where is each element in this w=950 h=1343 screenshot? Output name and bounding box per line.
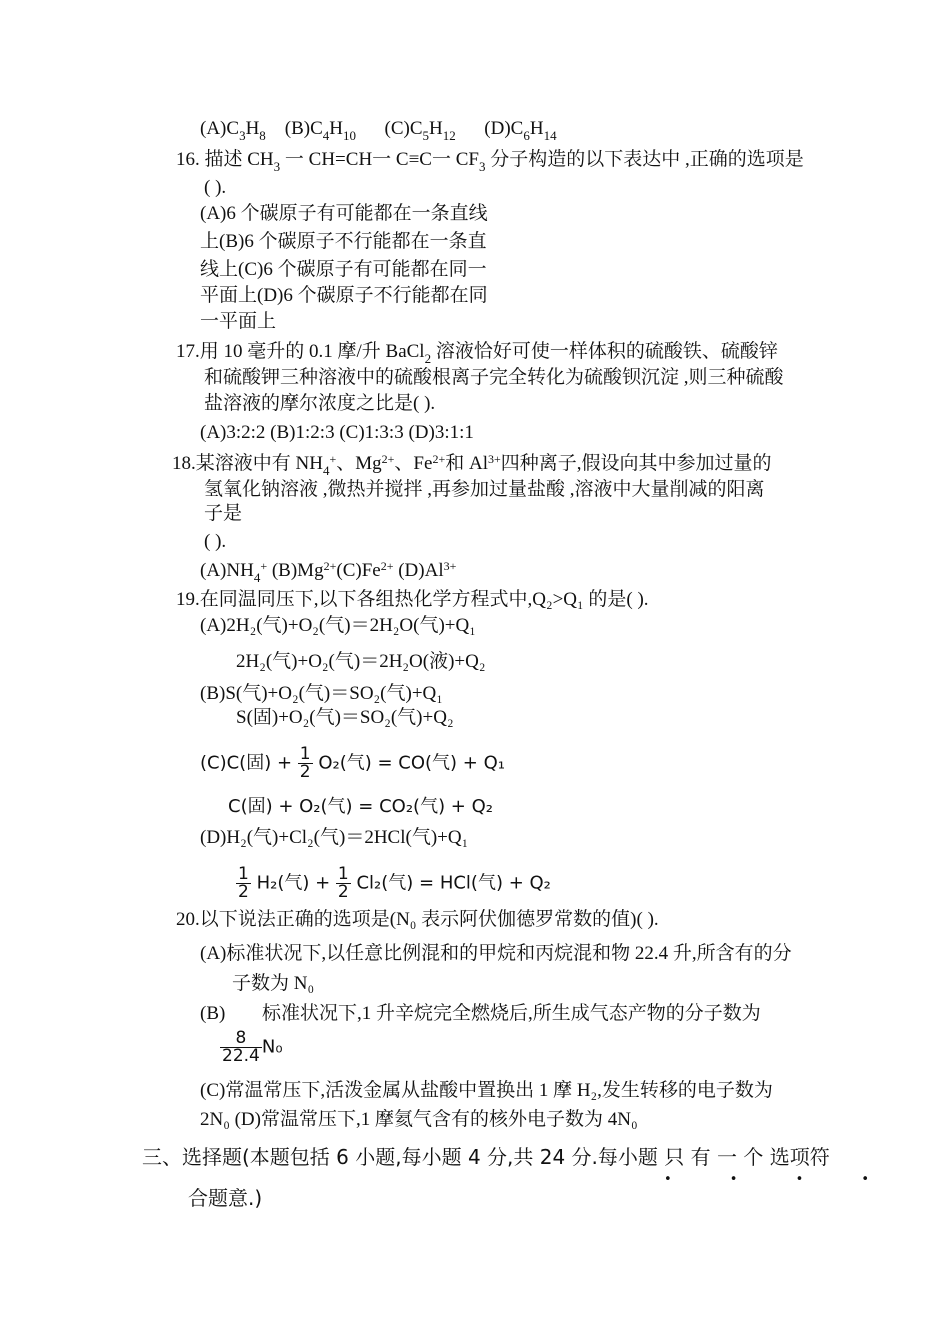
q16-option-line: 上(B)6 个碳原子不行能都在一条直 [200, 231, 487, 252]
q18-options: $(A)NH_4^+$ $(B)Mg^{2+}(C)Fe^{2+}$ $(D)Al^{3+}$ [200, 559, 457, 585]
q20-option-b-fraction: $\frac{8}{22.4}$ N₀ [222, 1028, 283, 1066]
q17-stem: 17.用 10 毫升的 0.1 摩/升 BaCl$_2$ 溶液恰好可使一样体积的硫酸铁、硫酸锌 [176, 341, 778, 366]
section-3-heading-line2: 合题意.) [188, 1186, 263, 1210]
q20-stem: 20.以下说法正确的选项是(N₀ 表示阿伏伽德罗常数的值)( ). [176, 909, 659, 930]
q18-blank: ( ). [204, 531, 227, 552]
q19-option-b2: S(固)+O₂(气)＝SO₂(气)+Q₂ [236, 707, 454, 728]
q19-option-d2: $\frac{1}{2}$ H₂(气) + $\frac{1}{2}$ Cl₂(气) = HCl(气) + Q₂ [238, 864, 551, 902]
section-3-heading: 三、选择题(本题包括 6 小题,每小题 4 分,共 24 分.每小题 只 有 一 个 选项符 [142, 1145, 830, 1169]
q18-stem: 18.某溶液中有 $NH_4^+$、$Mg^{2+}$、$Fe^{2+}$和 $Al^{3+}$四种离子,假设向其中参加过量的 [172, 452, 772, 478]
q17-stem-line2: 和硫酸钾三种溶液中的硫酸根离子完全转化为硫酸钡沉淀 ,则三种硫酸 [204, 367, 784, 388]
q19-option-c1: (C)C(固) + $\frac{1}{2}$ O₂(气) = CO(气) + Q₁ [200, 744, 505, 782]
q18-stem-line3: 子是 [204, 503, 243, 524]
q17-stem-line3: 盐溶液的摩尔浓度之比是( ). [204, 393, 436, 414]
q19-option-a2: 2H₂(气)+O₂(气)＝2H₂O(液)+Q₂ [236, 651, 486, 672]
q16-option-line: 平面上(D)6 个碳原子不行能都在同 [200, 285, 488, 306]
q17-options: (A)3:2:2 (B)1:2:3 (C)1:3:3 (D)3:1:1 [200, 422, 474, 443]
q16-option-line: 一平面上 [200, 311, 277, 332]
q16-option-line: (A)6 个碳原子有可能都在一条直线 [200, 203, 488, 224]
q19-stem: 19.在同温同压下,以下各组热化学方程式中,Q₂>Q₁ 的是( ). [176, 589, 649, 610]
q15-options: $(A)C_3H_8$ $(B)C_4H_{10}$ $(C)C_5H_{12}$ $(D)C_6H_{14}$ [200, 118, 557, 143]
q20-option-c-line1: (C)常温常压下,活泼金属从盐酸中置换出 1 摩 H₂,发生转移的电子数为 [200, 1080, 773, 1101]
q19-option-d1: (D)H₂(气)+Cl₂(气)＝2HCl(气)+Q₁ [200, 827, 469, 848]
q19-option-a1: (A)2H₂(气)+O₂(气)＝2H₂O(气)+Q₁ [200, 615, 476, 636]
q20-option-a-line2: 子数为 N₀ [232, 973, 315, 994]
q16-option-line: 线上(C)6 个碳原子有可能都在同一 [200, 259, 487, 280]
q19-option-c2: C(固) + O₂(气) = CO₂(气) + Q₂ [228, 796, 493, 817]
emphasis-dots: • • • • [664, 1172, 897, 1187]
q19-option-b1: (B)S(气)+O₂(气)＝SO₂(气)+Q₁ [200, 683, 443, 704]
fraction: $\frac{1}{2}$ [299, 744, 311, 782]
q16-stem: 16. 描述 $CH_3$ 一 CH=CH一 C≡C一 $CF_3$ 分子构造的以下表达中 ,正确的选项是 [176, 149, 804, 174]
q16-blank: ( ). [204, 177, 227, 198]
fraction: $\frac{8}{22.4}$ [222, 1028, 260, 1066]
q20-option-b-text: 标准状况下,1 升辛烷完全燃烧后,所生成气态产物的分子数为 [262, 1003, 761, 1024]
q20-option-c-line2: 2N₀ (D)常温常压下,1 摩氦气含有的核外电子数为 4N₀ [200, 1109, 638, 1130]
q20-option-b-label: (B) [200, 1003, 226, 1024]
fraction: $\frac{1}{2}$ [238, 864, 249, 902]
q18-stem-line2: 氢氧化钠溶液 ,微热并搅拌 ,再参加过量盐酸 ,溶液中大量削减的阳离 [204, 479, 765, 500]
fraction: $\frac{1}{2}$ [337, 864, 349, 902]
q20-option-a-line1: (A)标准状况下,以任意比例混和的甲烷和丙烷混和物 22.4 升,所含有的分 [200, 943, 792, 964]
